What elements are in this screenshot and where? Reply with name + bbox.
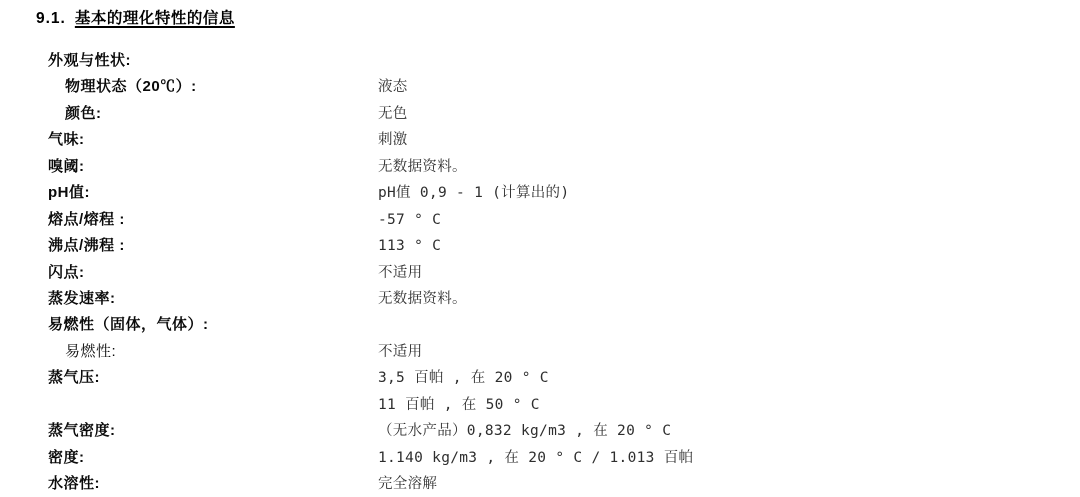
property-row [48, 101, 1080, 127]
property-label: pH值: [48, 184, 90, 202]
property-value: 不适用 [378, 343, 423, 360]
property-label: 嗅阈: [48, 157, 85, 175]
property-row [48, 233, 1080, 259]
property-label: 沸点/沸程 : [48, 237, 125, 255]
property-row [48, 392, 1080, 418]
property-row [48, 154, 1080, 180]
property-value: 无数据资料。 [378, 290, 467, 307]
property-row [48, 471, 1080, 497]
property-value: （无水产品）0,832 kg/m3 , 在 20 ° C [378, 423, 672, 440]
section-number: 9.1. [36, 10, 66, 27]
property-value: 无数据资料。 [378, 158, 467, 175]
property-label: 熔点/熔程 : [48, 210, 125, 228]
property-label: 密度: [48, 448, 85, 466]
property-value: 无色 [378, 105, 408, 122]
property-row [48, 74, 1080, 100]
property-value: 刺激 [378, 132, 408, 149]
property-row [48, 445, 1080, 471]
property-label: 水溶性: [48, 475, 100, 492]
properties-table [48, 48, 1080, 497]
property-label: 蒸发速率: [48, 289, 116, 307]
property-value: -57 ° C [378, 211, 442, 228]
property-value: pH值 0,9 - 1 (计算出的) [378, 185, 570, 202]
property-row [48, 127, 1080, 153]
property-label: 物理状态（20℃）: [65, 78, 197, 96]
property-row [48, 48, 1080, 74]
property-label: 易燃性（固体，气体）: [48, 316, 209, 334]
property-label: 闪点: [48, 263, 85, 281]
property-label: 气味: [48, 131, 85, 149]
property-row [48, 339, 1080, 365]
property-value: 液态 [378, 79, 408, 96]
property-row [48, 286, 1080, 312]
property-value: 11 百帕 , 在 50 ° C [378, 396, 540, 413]
property-value: 完全溶解 [378, 476, 438, 492]
property-label: 外观与性状: [48, 52, 131, 69]
section-heading [36, 6, 1080, 32]
property-row [48, 365, 1080, 391]
property-row [48, 260, 1080, 286]
property-row [48, 207, 1080, 233]
property-label: 易燃性: [65, 342, 117, 360]
property-value: 1.140 kg/m3 , 在 20 ° C / 1.013 百帕 [378, 449, 694, 466]
property-label: 蒸气压: [48, 369, 100, 387]
property-row [48, 418, 1080, 444]
property-row [48, 312, 1080, 338]
property-label: 颜色: [65, 104, 102, 122]
property-value: 113 ° C [378, 238, 442, 255]
property-label: 蒸气密度: [48, 422, 116, 440]
property-value: 3,5 百帕 , 在 20 ° C [378, 370, 549, 387]
property-value: 不适用 [378, 264, 423, 281]
section-title: 基本的理化特性的信息 [74, 10, 235, 27]
property-row [48, 180, 1080, 206]
